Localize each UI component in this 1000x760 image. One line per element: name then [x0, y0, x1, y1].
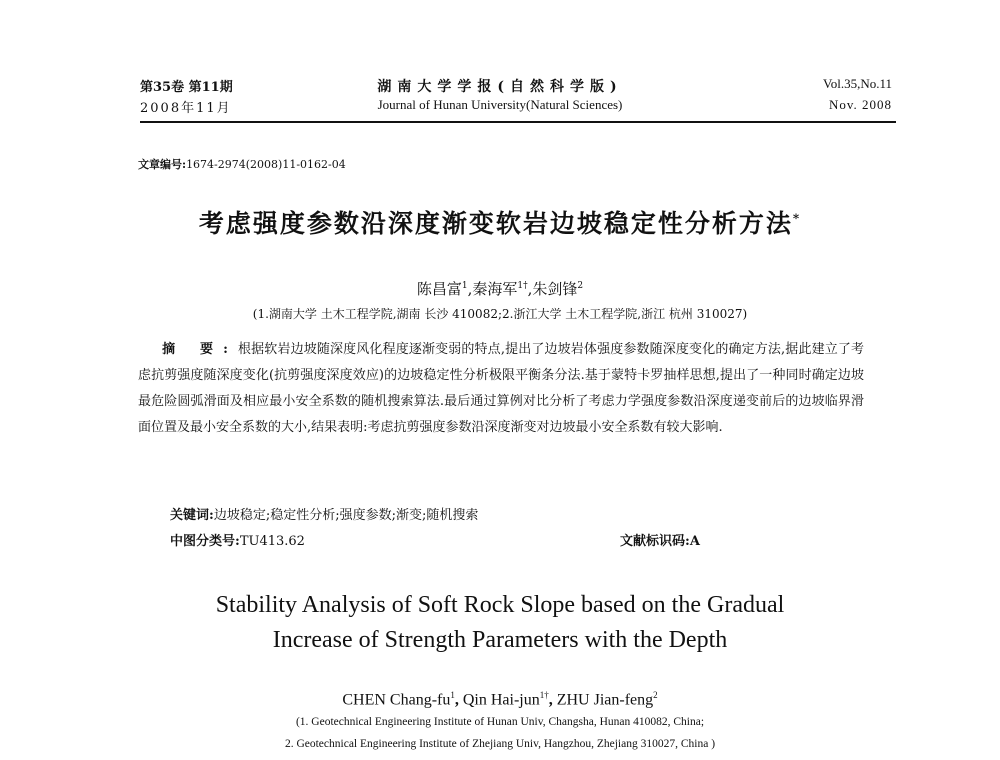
title-en-line-1: Stability Analysis of Soft Rock Slope based on the Gradual [215, 592, 785, 618]
clc-label: 中图分类号: [170, 534, 240, 549]
author-sep: , [527, 280, 533, 298]
article-number-value: 1674-2974(2008)11-0162-04 [186, 158, 346, 171]
abstract-text: 根据软岩边坡随深度风化程度逐渐变弱的特点,提出了边坡岩体强度参数随深度变化的确定方法,据此建立了考虑抗剪强度随深度变化(抗剪强度深度效应)的边坡稳定性分析极限平衡条分法.基于蒙特卡罗抽样思想,提出了一种同时确定边坡最危险圆弧滑面及相应最小安全系数的随机搜索算法.最后通过算例对比分析了考虑力学强度参数沿深度递变前后的边坡临界滑面位置及最小安全系数的大小,结果表明:考虑抗剪强度参数沿深度渐变对边坡最小安全系数有较大影响. [138, 342, 865, 435]
volume-issue-en: Vol.35,No.11 [823, 76, 892, 91]
article-number-label: 文章编号: [138, 158, 187, 171]
keywords-label: 关键词: [170, 508, 214, 523]
title-cn-text: 考虑强度参数沿深度渐变软岩边坡稳定性分析方法 [198, 209, 793, 238]
author-2-en-sup: 1† [539, 690, 549, 700]
title-cn [100, 204, 900, 240]
document-code-value: A [689, 534, 700, 549]
title-en-line-2: Increase of Strength Parameters with the Depth [272, 627, 728, 653]
volume-issue-cn: 第35卷 第11期 [140, 80, 233, 95]
author-1-cn-sup: 1 [461, 281, 468, 291]
journal-title-en: Journal of Hunan University(Natural Sciences) [377, 97, 623, 112]
document-code-label: 文献标识码: [620, 534, 690, 549]
author-3-cn-sup: 2 [577, 281, 584, 291]
author-sep: , [454, 691, 463, 709]
header-rule [140, 121, 896, 123]
affiliations-cn: (1.湖南大学 土木工程学院,湖南 长沙 410082;2.浙江大学 土木工程学院,浙江 杭州 310027) [252, 307, 748, 321]
author-3-cn: 朱剑锋 [532, 280, 578, 298]
abstract-cn [138, 337, 864, 441]
author-3-en: ZHU Jian-feng [556, 691, 654, 709]
author-1-en: CHEN Chang-fu [342, 691, 451, 709]
clc-number [170, 530, 305, 549]
author-sep: , [467, 280, 473, 298]
title-footnote-mark: * [792, 211, 802, 226]
clc-value: TU413.62 [239, 534, 305, 549]
affiliation-en-line-2: 2. Geotechnical Engineering Institute of Zhejiang Univ, Hangzhou, Zhejiang 310027, China ) [284, 738, 716, 750]
authors-cn [150, 278, 850, 299]
date-cn: 2008年11月 [140, 101, 232, 116]
document-code [620, 530, 700, 549]
author-1-cn: 陈昌富 [416, 280, 462, 298]
author-2-cn: 秦海军 [472, 280, 518, 298]
affiliation-en-line-1: (1. Geotechnical Engineering Institute of Hunan Univ, Changsha, Hunan 410082, China; [295, 716, 705, 728]
author-2-cn-sup: 1† [517, 281, 528, 291]
keywords-text: 边坡稳定;稳定性分析;强度参数;渐变;随机搜索 [213, 508, 479, 523]
author-3-en-sup: 2 [653, 690, 658, 700]
authors-en [150, 690, 850, 709]
author-2-en: Qin Hai-jun [462, 691, 540, 709]
author-1-en-sup: 1 [450, 690, 455, 700]
date-en: Nov. 2008 [828, 97, 892, 112]
keywords-cn [170, 504, 478, 523]
author-sep: , [548, 691, 557, 709]
abstract-label: 摘 要: [162, 342, 238, 357]
article-number [138, 156, 346, 172]
journal-title-cn: 湖南大学学报(自然科学版) [377, 79, 623, 95]
